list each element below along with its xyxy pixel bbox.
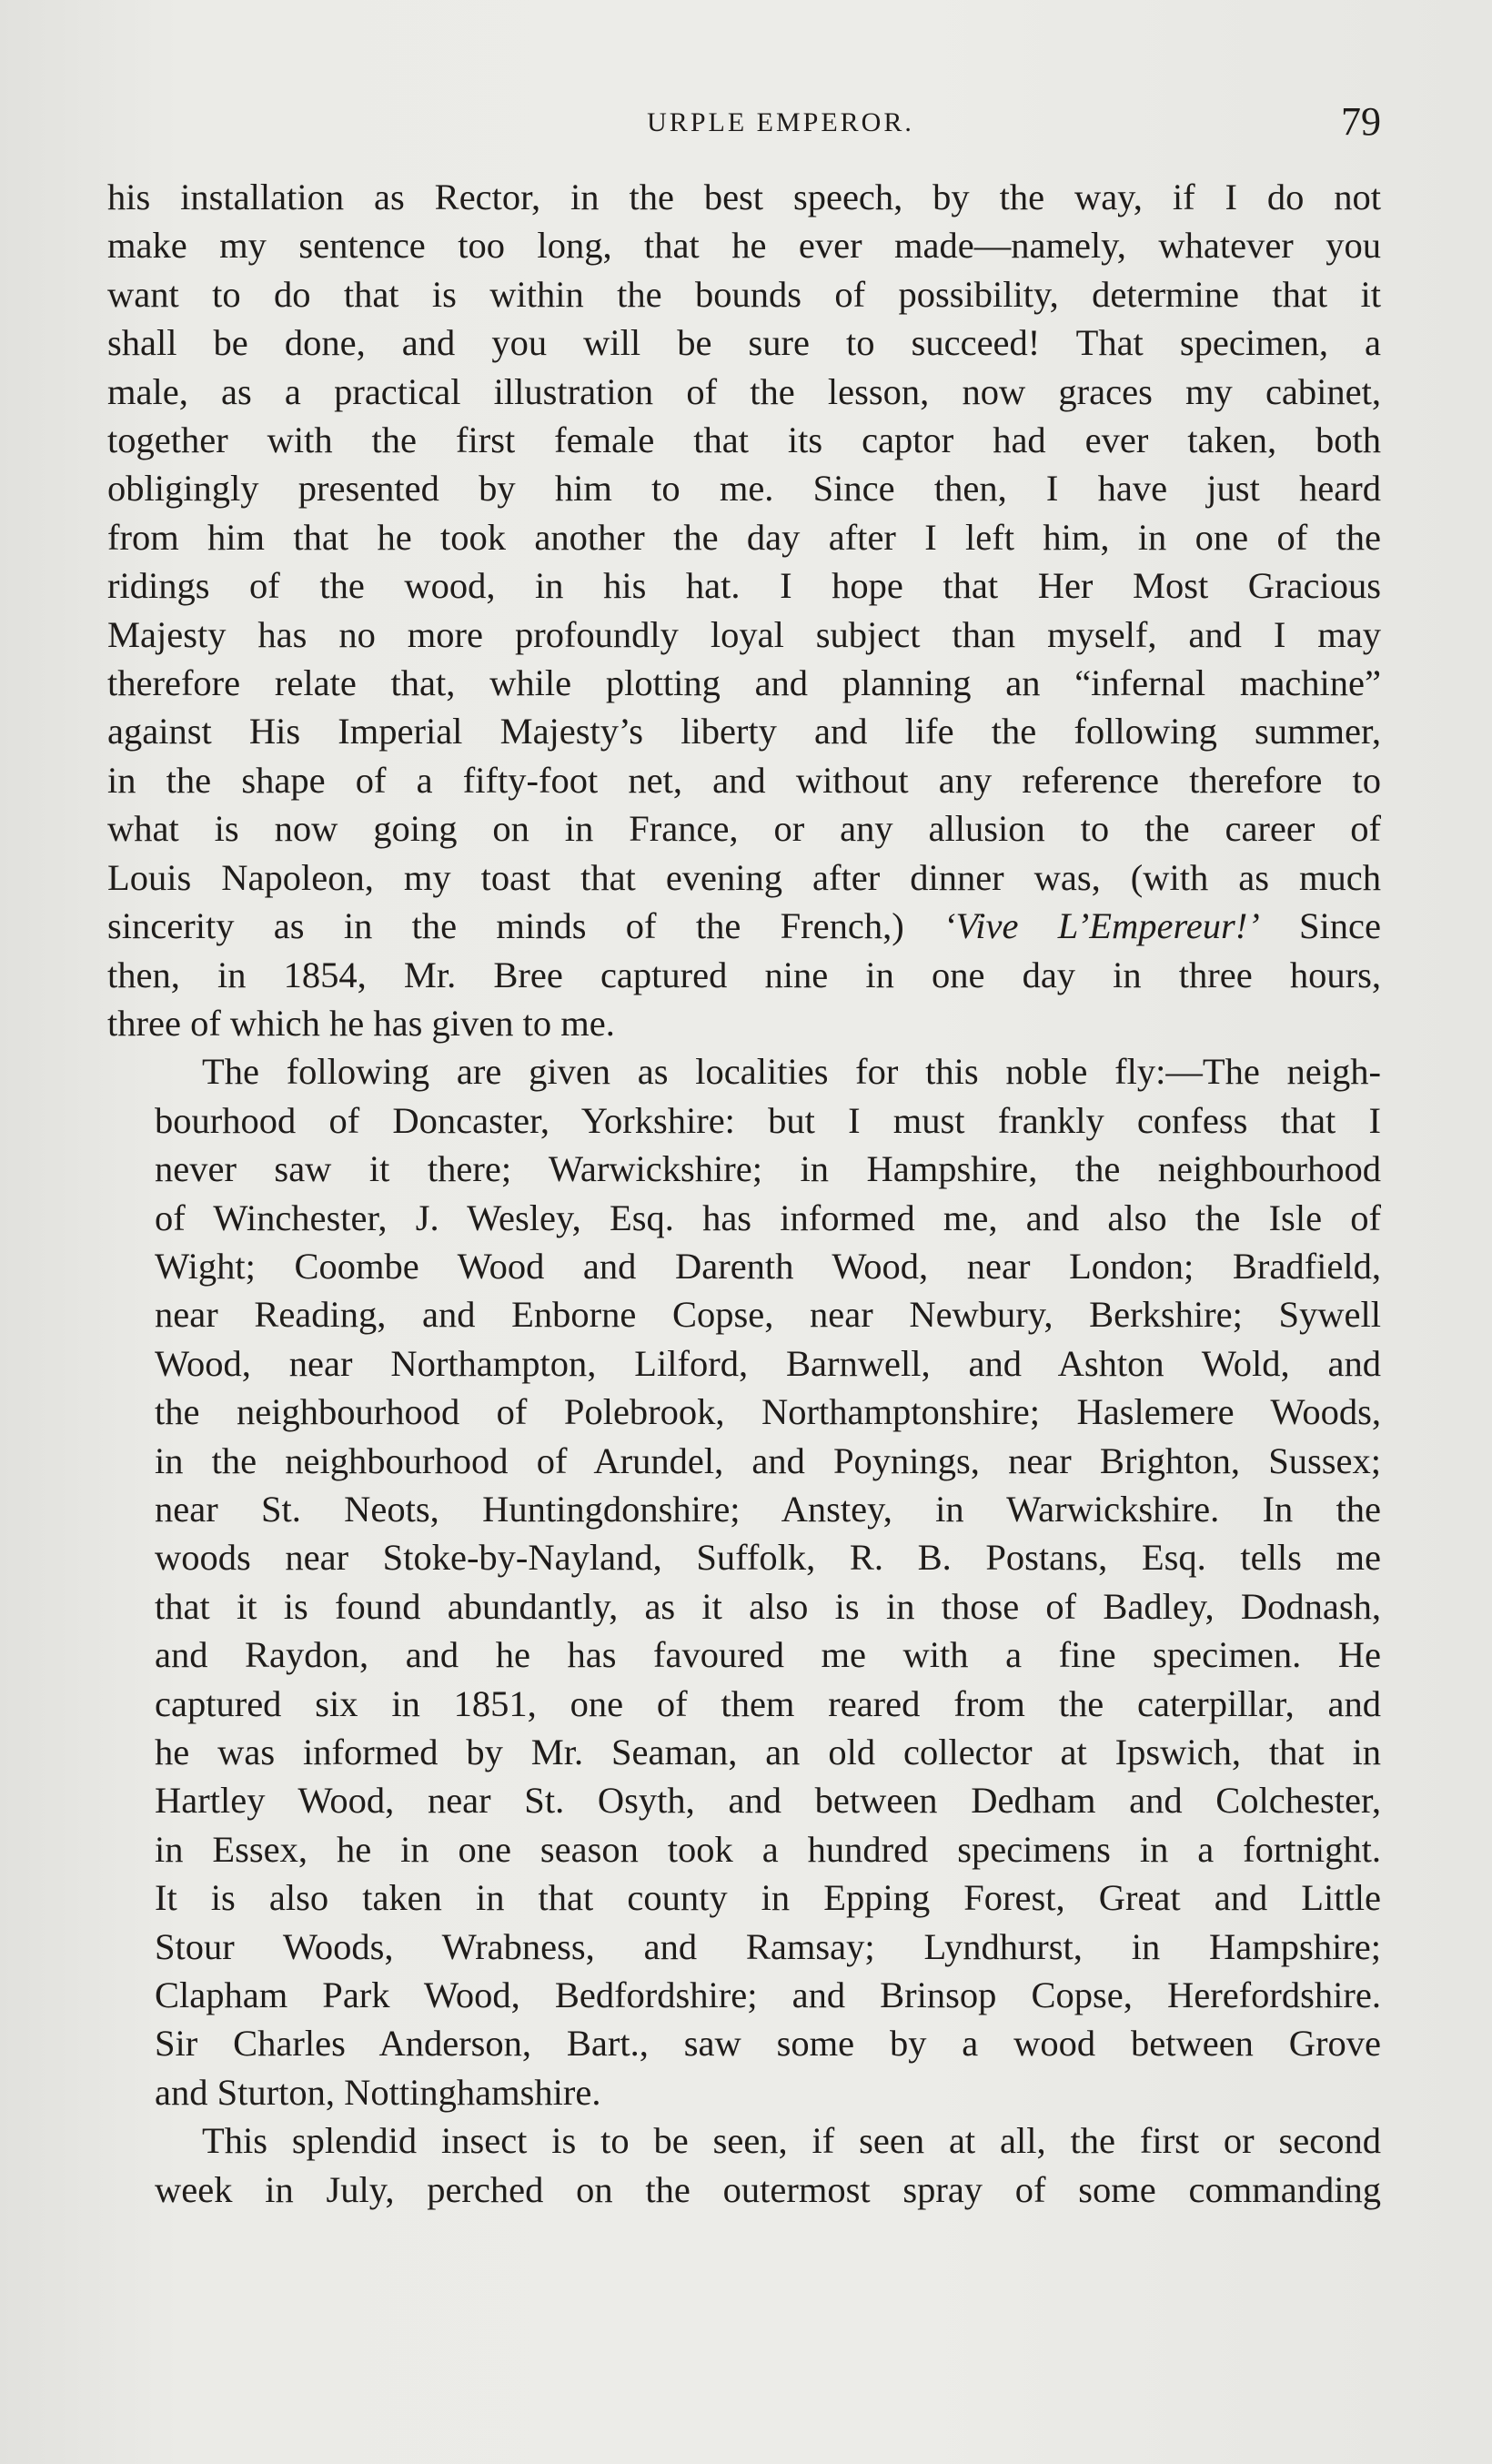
text-line: want to do that is within the bounds of possibility, determine that it	[107, 273, 1381, 315]
text-line: and Sturton, Nottinghamshire.	[155, 2071, 601, 2113]
text-segment: sincerity as in the minds of the French,)	[107, 905, 904, 947]
text-line: never saw it there; Warwickshire; in Hampshire, the neighbourhood	[155, 1148, 1381, 1190]
text-line: then, in 1854, Mr. Bree captured nine in one day in three hours,	[107, 954, 1381, 995]
text-line: near St. Neots, Huntingdonshire; Anstey, in Warwickshire. In the	[155, 1488, 1381, 1530]
italic-phrase: ‘Vive L’Empereur!’	[943, 905, 1260, 947]
page-number: 79	[1341, 99, 1381, 144]
text-line: woods near Stoke-by-Nayland, Suffolk, R. B. Postans, Esq. tells me	[155, 1537, 1381, 1579]
text-line: together with the first female that its captor had ever taken, both	[107, 419, 1381, 461]
text-line: Hartley Wood, near St. Osyth, and between Dedham and Colchester,	[155, 1780, 1381, 1822]
text-line: Louis Napoleon, my toast that evening after dinner was, (with as much	[107, 856, 1381, 898]
text-line: against His Imperial Majesty’s liberty and life the following summer,	[107, 711, 1381, 752]
text-line-with-italic	[107, 902, 1381, 950]
text-line: in Essex, he in one season took a hundred specimens in a fortnight.	[155, 1828, 1381, 1870]
paragraph-1	[107, 173, 1381, 1047]
text-line: ridings of the wood, in his hat. I hope that Her Most Gracious	[107, 565, 1381, 607]
text-line: therefore relate that, while plotting and planning an “infernal machine”	[107, 662, 1381, 704]
text-line: in the neighbourhood of Arundel, and Poynings, near Brighton, Sussex;	[155, 1439, 1381, 1481]
text-line: Wood, near Northampton, Lilford, Barnwell, and Ashton Wold, and	[155, 1342, 1381, 1384]
text-line: that it is found abundantly, as it also is in those of Badley, Dodnash,	[155, 1585, 1381, 1627]
text-line: The following are given as localities for this noble fly:—The neigh-	[202, 1051, 1381, 1093]
text-line: in the shape of a fifty-foot net, and without any reference therefore to	[107, 759, 1381, 801]
text-line: the neighbourhood of Polebrook, Northamptonshire; Haslemere Woods,	[155, 1391, 1381, 1433]
text-line: and Raydon, and he has favoured me with a fine specimen. He	[155, 1634, 1381, 1676]
text-line: what is now going on in France, or any allusion to the career of	[107, 808, 1381, 850]
text-line: Stour Woods, Wrabness, and Ramsay; Lyndhurst, in Hampshire;	[155, 1925, 1381, 1967]
page-header	[107, 91, 1381, 164]
text-line: obligingly presented by him to me. Since then, I have just heard	[107, 468, 1381, 510]
text-line: Sir Charles Anderson, Bart., saw some by a wood between Grove	[155, 2023, 1381, 2065]
text-line: three of which he has given to me.	[107, 1002, 615, 1044]
text-line: male, as a practical illustration of the lesson, now graces my cabinet,	[107, 370, 1381, 412]
body-text	[107, 173, 1381, 2214]
text-line: It is also taken in that county in Epping Forest, Great and Little	[155, 1877, 1381, 1919]
text-line: near Reading, and Enborne Copse, near Newbury, Berkshire; Sywell	[155, 1294, 1381, 1336]
text-line: Clapham Park Wood, Bedfordshire; and Brinsop Copse, Herefordshire.	[155, 1974, 1381, 2016]
text-line: shall be done, and you will be sure to succeed! That specimen, a	[107, 322, 1381, 364]
text-line: This splendid insect is to be seen, if seen at all, the first or second	[202, 2120, 1381, 2162]
text-line: bourhood of Doncaster, Yorkshire: but I must frankly confess that I	[155, 1099, 1381, 1141]
text-line: he was informed by Mr. Seaman, an old collector at Ipswich, that in	[155, 1732, 1381, 1772]
text-line: from him that he took another the day after I left him, in one of the	[107, 516, 1381, 558]
text-line: make my sentence too long, that he ever made—namely, whatever you	[107, 225, 1381, 267]
text-line: week in July, perched on the outermost spray of some commanding	[155, 2168, 1381, 2210]
paragraph-2	[107, 1047, 1381, 2116]
text-line: Majesty has no more profoundly loyal subject than myself, and I may	[107, 613, 1381, 655]
running-head: URPLE EMPEROR.	[647, 107, 914, 137]
text-line: Wight; Coombe Wood and Darenth Wood, near London; Bradfield,	[155, 1245, 1381, 1287]
paragraph-3	[107, 2116, 1381, 2214]
text-line: of Winchester, J. Wesley, Esq. has informed me, and also the Isle of	[155, 1197, 1381, 1238]
text-segment: Since	[1299, 905, 1381, 947]
text-line: captured six in 1851, one of them reared from the caterpillar, and	[155, 1682, 1381, 1724]
text-line: his installation as Rector, in the best speech, by the way, if I do not	[107, 177, 1381, 217]
